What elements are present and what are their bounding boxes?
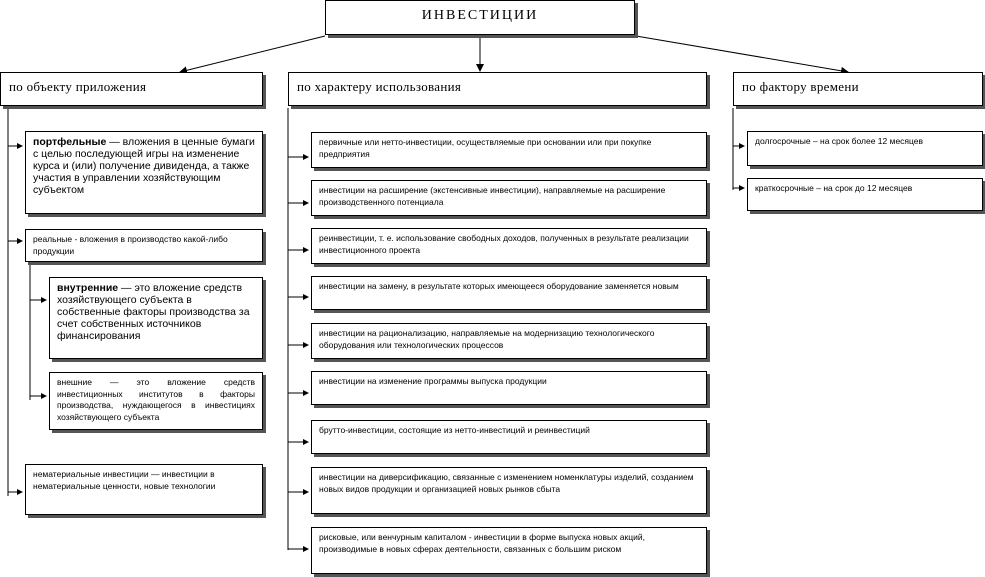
- column-header-label: по фактору времени: [742, 79, 859, 94]
- column-header-object: [0, 72, 263, 106]
- column-header-label: по характеру использования: [297, 79, 462, 94]
- item-diversification: [311, 467, 707, 514]
- item-text: реинвестиции, т. е. использование свободных доходов, полученных в результате реализации инвестиционного проекта: [319, 233, 689, 255]
- item-long-term: [747, 131, 983, 166]
- item-text: внешние — это вложение средств инвестиционных институтов в факторы производства, нуждающегося в инвестициях хозяйствующего субъекта: [57, 377, 255, 422]
- column-header-usage: [288, 72, 707, 106]
- item-text: инвестиции на изменение программы выпуска продукции: [319, 376, 547, 386]
- item-venture: [311, 527, 707, 574]
- item-short-term: [747, 178, 983, 211]
- item-text: инвестиции на расширение (экстенсивные инвестиции), направляемые на расширение производственного потенциала: [319, 185, 666, 207]
- item-text: инвестиции на рационализацию, направляемые на модернизацию технологического оборудования или технологических процессов: [319, 328, 655, 350]
- item-expansion: [311, 180, 707, 216]
- item-text: — это вложение средств хозяйствующего субъекта в собственные факторы производства за счет собственных источников финансирования: [57, 282, 250, 342]
- item-external: [49, 372, 263, 430]
- item-text: инвестиции на диверсификацию, связанные с изменением номенклатуры изделий, созданием новых видов продукции и организацией новых рынков сбыта: [319, 472, 694, 494]
- item-text: долгосрочные – на срок более 12 месяцев: [755, 136, 924, 146]
- item-text: инвестиции на замену, в результате которых имеющееся оборудование заменяется новым: [319, 281, 679, 291]
- item-gross: [311, 420, 707, 454]
- column-header-label: по объекту приложения: [9, 79, 147, 94]
- arrow-root-to-col1: [180, 36, 325, 72]
- item-program-change: [311, 371, 707, 405]
- item-replacement: [311, 276, 707, 310]
- item-term: портфельные: [33, 136, 107, 148]
- item-text: нематериальные инвестиции — инвестиции в нематериальные ценности, новые технологии: [33, 469, 216, 491]
- item-internal: [49, 277, 263, 359]
- column-header-time: [733, 72, 983, 106]
- item-portfolio: [25, 131, 263, 214]
- item-primary: [311, 132, 707, 168]
- item-text: рисковые, или венчурным капиталом - инвестиции в форме выпуска новых акций, производимые в новых сферах деятельности, связанных с большим риском: [319, 532, 645, 554]
- item-intangible: [25, 464, 263, 515]
- item-reinvestment: [311, 228, 707, 264]
- item-term: внутренние: [57, 282, 119, 294]
- item-real: [25, 229, 263, 262]
- item-rationalization: [311, 323, 707, 359]
- item-text: реальные - вложения в производство какой-либо продукции: [33, 234, 228, 256]
- item-text: — вложения в ценные бумаги с целью последующей игры на изменение курса и (или) получение дивиденда, а также участия в управлении хозяйствующим субъектом: [33, 136, 255, 196]
- root-title: ИНВЕСТИЦИИ: [421, 8, 539, 23]
- item-text: первичные или нетто-инвестиции, осуществляемые при основании или при покупке предприятия: [319, 137, 652, 159]
- arrow-root-to-col3: [636, 36, 848, 72]
- root-title-box: [325, 0, 635, 35]
- item-text: краткосрочные – на срок до 12 месяцев: [755, 183, 913, 193]
- item-text: брутто-инвестиции, состоящие из нетто-инвестиций и реинвестиций: [319, 425, 590, 435]
